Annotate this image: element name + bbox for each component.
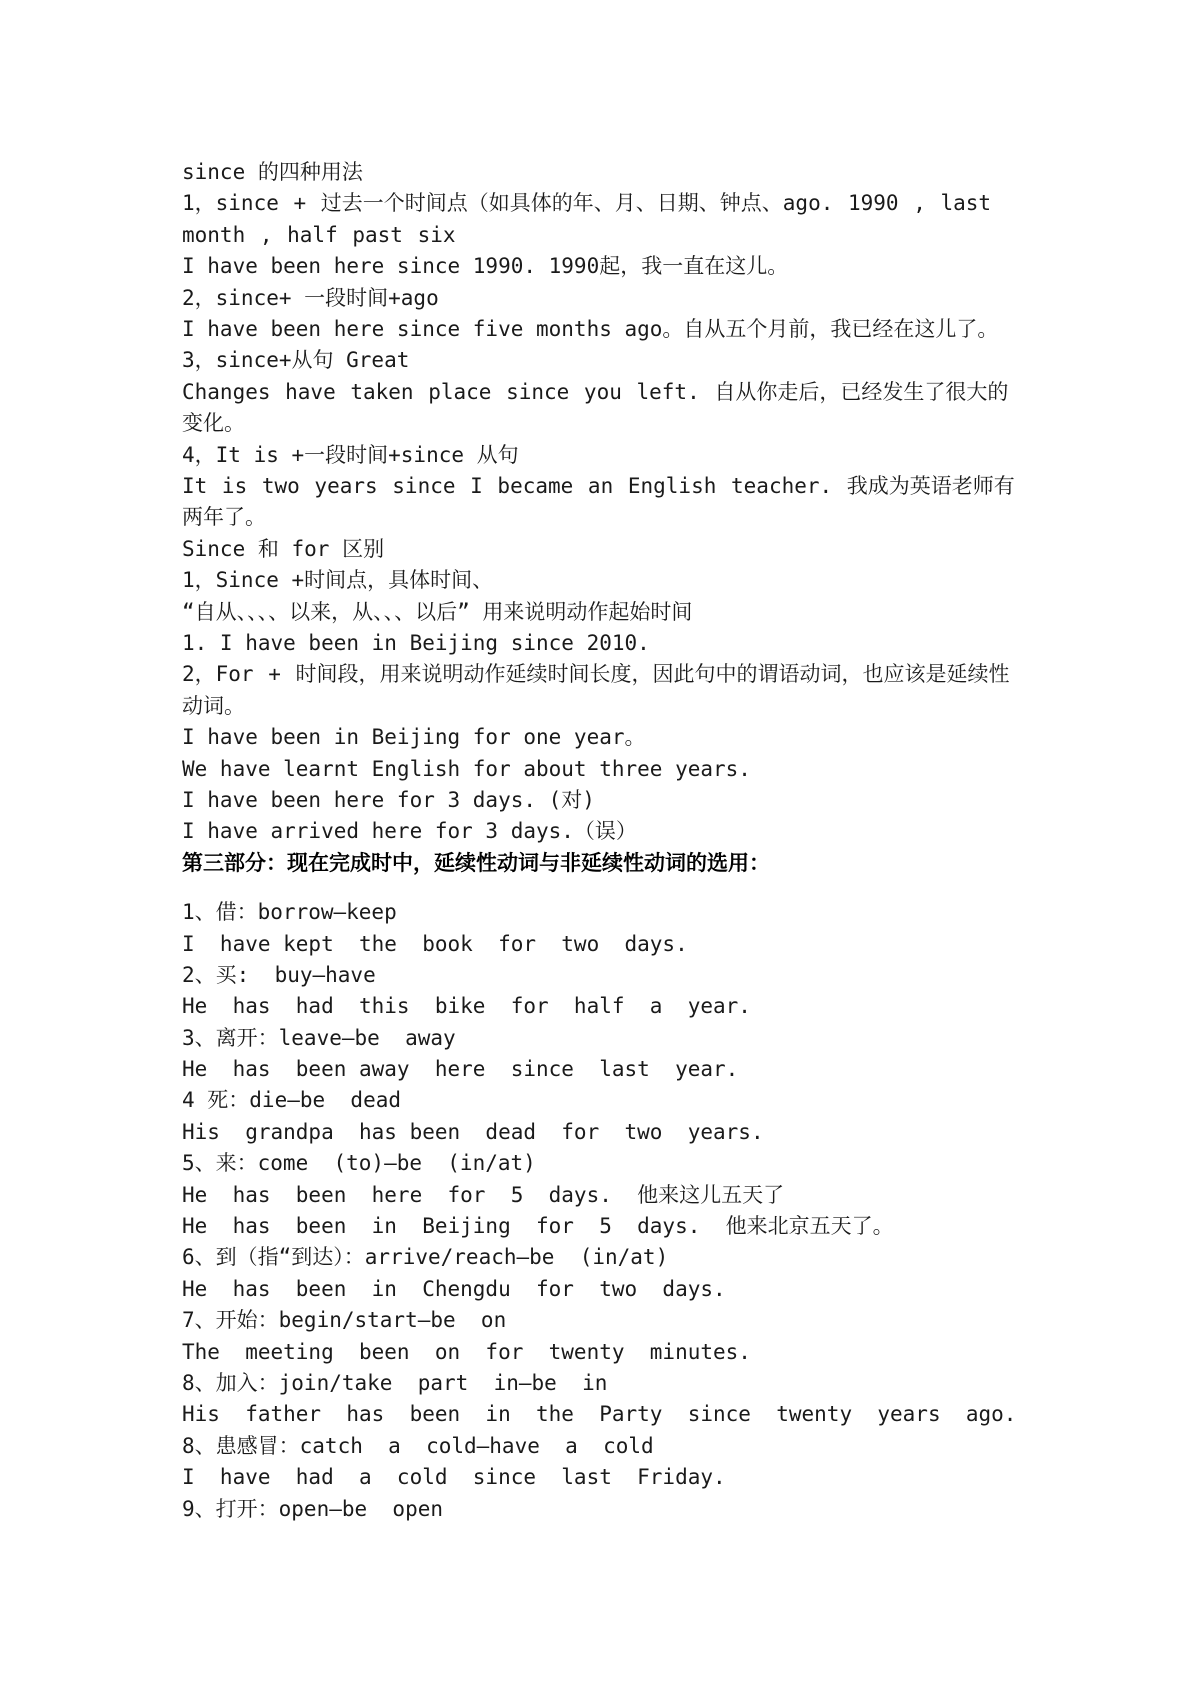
compare-line: 1，Since +时间点，具体时间、: [182, 568, 494, 593]
verb-pair-line: 4 死：die—be dead: [182, 1088, 402, 1113]
verb-pair-line: 6、到（指“到达）：arrive/reach—be (in/at): [182, 1245, 669, 1270]
section-title-since-for: Since 和 for 区别: [182, 536, 385, 561]
example-sentence: He has had this bike for half a year.: [182, 994, 751, 1019]
usage-line: It is two years since I became an English teacher. 我成为英语老师有两年了。: [182, 473, 1015, 530]
part-three-heading: 第三部分：现在完成时中，延续性动词与非延续性动词的选用：: [182, 850, 770, 875]
example-sentence: I have had a cold since last Friday.: [182, 1465, 726, 1490]
verb-pair-line: 3、离开：leave—be away: [182, 1025, 456, 1050]
document-body: [182, 157, 1022, 1525]
example-sentence: I have kept the book for two days.: [182, 931, 688, 956]
example-sentence: His grandpa has been dead for two years.: [182, 1119, 764, 1144]
usage-line: 4，It is +一段时间+since 从句: [182, 442, 519, 467]
compare-line: 1. I have been in Beijing since 2010.: [182, 630, 650, 655]
example-sentence: His father has been in the Party since twenty years ago.: [182, 1402, 1017, 1427]
verb-pair-line: 5、来：come (to)—be (in/at): [182, 1151, 536, 1176]
example-sentence: He has been in Chengdu for two days.: [182, 1276, 726, 1301]
verb-pair-line: 1、借：borrow—keep: [182, 900, 397, 925]
verb-pair-line: 2、买: buy—have: [182, 962, 376, 987]
example-sentence: The meeting been on for twenty minutes.: [182, 1339, 751, 1364]
example-sentence: He has been here for 5 days. 他来这儿五天了: [182, 1182, 785, 1207]
compare-line: “自从、、、、以来，从、、、以后” 用来说明动作起始时间: [182, 599, 693, 624]
compare-line: I have arrived here for 3 days.（误）: [182, 819, 637, 844]
verb-pair-line: 8、加入：join/take part in—be in: [182, 1370, 608, 1395]
compare-line: I have been here for 3 days. (对): [182, 787, 595, 812]
compare-line: 2，For + 时间段，用来说明动作延续时间长度，因此句中的谓语动词，也应该是延续性动词。: [182, 662, 1010, 718]
usage-line: I have been here since 1990. 1990起，我一直在这儿。: [182, 254, 789, 279]
example-sentence: He has been in Beijing for 5 days. 他来北京五天了。: [182, 1214, 894, 1239]
section-title-since-usage: since 的四种用法: [182, 160, 363, 184]
verb-pair-line: 8、患感冒：catch a cold—have a cold: [182, 1433, 654, 1458]
usage-line: 2，since+ 一段时间+ago: [182, 285, 439, 310]
usage-line: I have been here since five months ago。自从五个月前，我已经在这儿了。: [182, 316, 999, 341]
compare-line: I have been in Beijing for one year。: [182, 725, 646, 750]
compare-line: We have learnt English for about three years.: [182, 756, 751, 781]
usage-line: 1，since + 过去一个时间点（如具体的年、月、日期、钟点、ago. 1990 , last month , half past six: [182, 191, 992, 247]
verb-pair-line: 9、打开：open—be open: [182, 1496, 444, 1521]
usage-line: 3，since+从句 Great: [182, 348, 410, 373]
example-sentence: He has been away here since last year.: [182, 1057, 739, 1082]
verb-pair-line: 7、开始：begin/start—be on: [182, 1308, 507, 1333]
usage-line: Changes have taken place since you left. 自从你走后，已经发生了很大的变化。: [182, 379, 1009, 436]
